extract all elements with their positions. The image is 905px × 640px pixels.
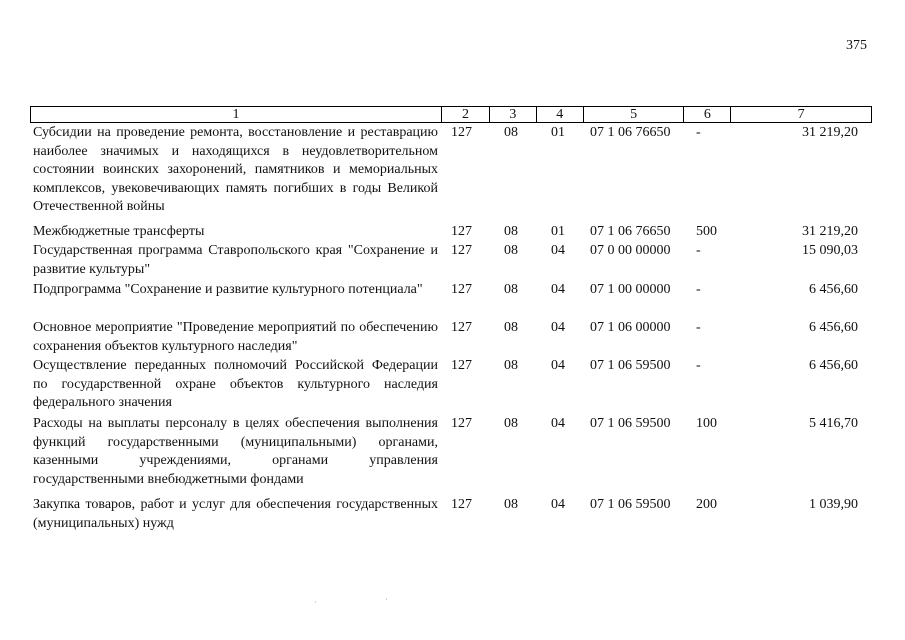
row-description: Подпрограмма "Сохранение и развитие культурного потенциала" <box>33 282 423 297</box>
row-code-subsection: 04 <box>551 320 565 335</box>
row-code-subsection: 04 <box>551 243 565 258</box>
row-code-ministry: 127 <box>451 282 472 297</box>
row-expense-type: - <box>696 320 701 335</box>
row-target-article: 07 1 06 59500 <box>590 497 671 512</box>
row-expense-type: 100 <box>696 416 717 431</box>
row-code-section: 08 <box>504 243 518 258</box>
header-col-2: 2 <box>441 107 489 122</box>
row-amount: 6 456,60 <box>809 320 858 335</box>
row-description: Государственная программа Ставропольского края "Сохранение и развитие культуры" <box>33 243 438 277</box>
row-code-subsection: 04 <box>551 416 565 431</box>
row-code-ministry: 127 <box>451 224 472 239</box>
row-code-ministry: 127 <box>451 125 472 140</box>
row-target-article: 07 1 06 76650 <box>590 125 671 140</box>
row-code-subsection: 04 <box>551 358 565 373</box>
row-target-article: 07 1 00 00000 <box>590 282 671 297</box>
row-code-ministry: 127 <box>451 320 472 335</box>
row-code-section: 08 <box>504 282 518 297</box>
row-target-article: 07 1 06 59500 <box>590 358 671 373</box>
row-expense-type: - <box>696 358 701 373</box>
row-amount: 5 416,70 <box>809 416 858 431</box>
row-expense-type: 200 <box>696 497 717 512</box>
row-description: Основное мероприятие "Проведение мероприятий по обеспечению сохранения объектов культурного наследия" <box>33 320 438 354</box>
header-col-7: 7 <box>730 107 871 122</box>
row-amount: 15 090,03 <box>802 243 858 258</box>
row-code-section: 08 <box>504 125 518 140</box>
scan-speck: · <box>385 595 388 604</box>
row-code-ministry: 127 <box>451 358 472 373</box>
row-code-subsection: 04 <box>551 282 565 297</box>
row-code-section: 08 <box>504 358 518 373</box>
row-expense-type: - <box>696 243 701 258</box>
page-number: 375 <box>846 38 867 53</box>
row-code-section: 08 <box>504 320 518 335</box>
header-col-4: 4 <box>536 107 583 122</box>
row-expense-type: 500 <box>696 224 717 239</box>
row-amount: 31 219,20 <box>802 224 858 239</box>
row-description: Межбюджетные трансферты <box>33 224 205 239</box>
row-expense-type: - <box>696 125 701 140</box>
row-target-article: 07 1 06 59500 <box>590 416 671 431</box>
row-code-ministry: 127 <box>451 416 472 431</box>
header-col-5: 5 <box>583 107 684 122</box>
header-col-6: 6 <box>683 107 730 122</box>
row-code-subsection: 01 <box>551 125 565 140</box>
row-description: Осуществление переданных полномочий Российской Федерации по государственной охране объектов культурного наследия федерального значения <box>33 358 438 410</box>
row-code-section: 08 <box>504 416 518 431</box>
row-code-ministry: 127 <box>451 497 472 512</box>
header-col-1: 1 <box>232 107 240 122</box>
table-header <box>30 106 872 123</box>
row-code-subsection: 01 <box>551 224 565 239</box>
row-code-subsection: 04 <box>551 497 565 512</box>
row-amount: 6 456,60 <box>809 358 858 373</box>
row-code-ministry: 127 <box>451 243 472 258</box>
header-col-3: 3 <box>489 107 536 122</box>
row-target-article: 07 1 06 76650 <box>590 224 671 239</box>
row-description: Расходы на выплаты персоналу в целях обеспечения выполнения функций государственными (муниципальными) органами, казенными учреждениями, органами управления государственными внебюджетными фондами <box>33 416 438 487</box>
row-amount: 31 219,20 <box>802 125 858 140</box>
row-target-article: 07 1 06 00000 <box>590 320 671 335</box>
row-amount: 1 039,90 <box>809 497 858 512</box>
row-target-article: 07 0 00 00000 <box>590 243 671 258</box>
row-description: Закупка товаров, работ и услуг для обеспечения государственных (муниципальных) нужд <box>33 497 438 531</box>
scan-speck: · <box>314 598 317 607</box>
row-expense-type: - <box>696 282 701 297</box>
row-code-section: 08 <box>504 224 518 239</box>
row-code-section: 08 <box>504 497 518 512</box>
row-amount: 6 456,60 <box>809 282 858 297</box>
row-description: Субсидии на проведение ремонта, восстановление и реставрацию наиболее значимых и находящихся в неудовлетворительном состоянии воинских захоронений, памятников и мемориальных комплексов, увековечивающих память погибших в годы Великой Отечественной войны <box>33 125 438 214</box>
